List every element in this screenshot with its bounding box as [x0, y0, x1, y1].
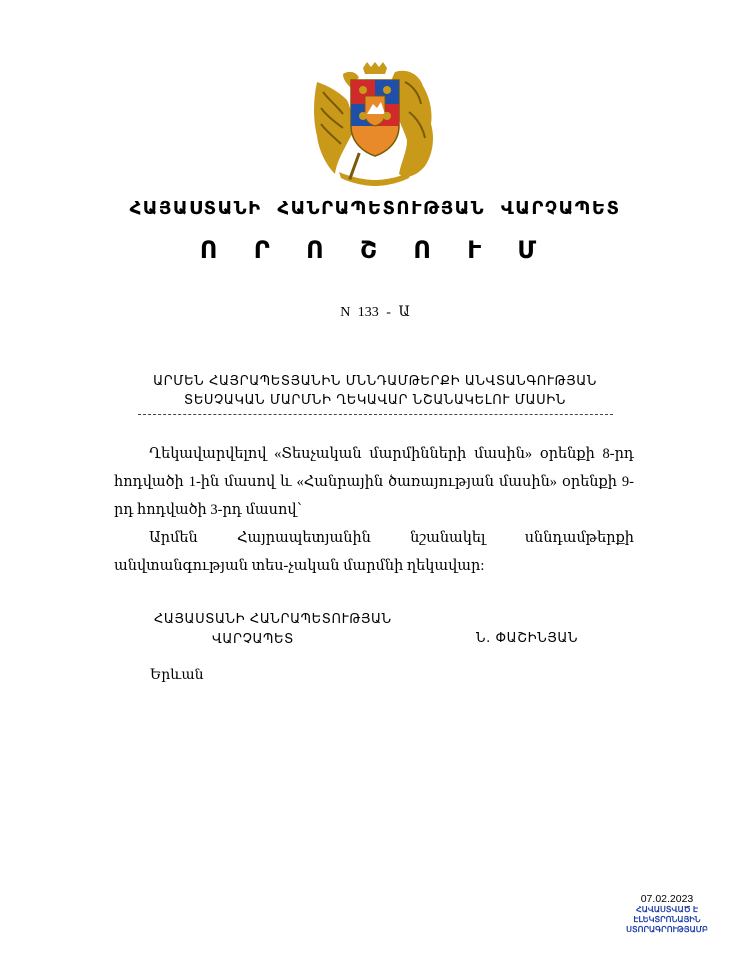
- body-paragraph-2: Արմեն Հայրապետյանին նշանակել սննդամթերքի անվտանգության տես-չական մարմնի ղեկավար:: [114, 530, 634, 574]
- electronic-signature-stamp: [612, 893, 722, 935]
- stamp-line-2: ԷԼԵԿՏՐՈՆԱՅԻՆ: [633, 915, 701, 924]
- decision-body: [114, 440, 634, 580]
- signatory-title-line-1: ՀԱՅԱՍՏԱՆԻ ՀԱՆՐԱՊԵՏՈՒԹՅԱՆ: [154, 612, 392, 627]
- body-paragraph-1: Ղեկավարվելով «Տեսչական մարմինների մասին» օրենքի 8-րդ հոդվածի 1-ին մասով և «Հանրային ծառայության մասին» օրենքի 9-րդ հոդվածի 3-րդ մասով՝: [114, 446, 634, 518]
- signatory-title: [140, 610, 420, 650]
- stamp-date: 07.02.2023: [640, 893, 694, 905]
- decision-subject: [0, 372, 750, 410]
- stamp-line-1: ՀԱՎԱՍՏՎԱԾ Է: [636, 905, 698, 914]
- coat-of-arms-emblem: [309, 62, 441, 188]
- decision-number: N 133 - Ա: [340, 305, 410, 320]
- dashed-divider: [138, 414, 613, 415]
- city-name: Երևան: [150, 668, 204, 683]
- signatory-title-line-2: ՎԱՐՉԱՊԵՏ: [212, 632, 294, 647]
- document-type-title: Ո Ր Ո Շ Ո Ւ Մ: [199, 236, 551, 264]
- office-title: ՀԱՅԱՍՏԱՆԻ ՀԱՆՐԱՊԵՏՈՒԹՅԱՆ ՎԱՐՉԱՊԵՏ: [129, 198, 621, 219]
- subject-line-2: ՏԵՍՉԱԿԱՆ ՄԱՐՄՆԻ ՂԵԿԱՎԱՐ ՆՇԱՆԱԿԵԼՈՒ ՄԱՍԻՆ: [184, 393, 566, 408]
- stamp-line-3: ՍՏՈՐԱԳՐՈՒԹՅԱՄԲ: [626, 925, 708, 934]
- subject-line-1: ԱՐՄԵՆ ՀԱՅՐԱՊԵՏՅԱՆԻՆ ՄՆՆԴԱՄԹԵՐՔԻ ԱՆՎՏԱՆԳՈՒԹՅԱՆ: [153, 374, 597, 389]
- signatory-name: Ն. ՓԱՇԻՆՅԱՆ: [476, 631, 579, 646]
